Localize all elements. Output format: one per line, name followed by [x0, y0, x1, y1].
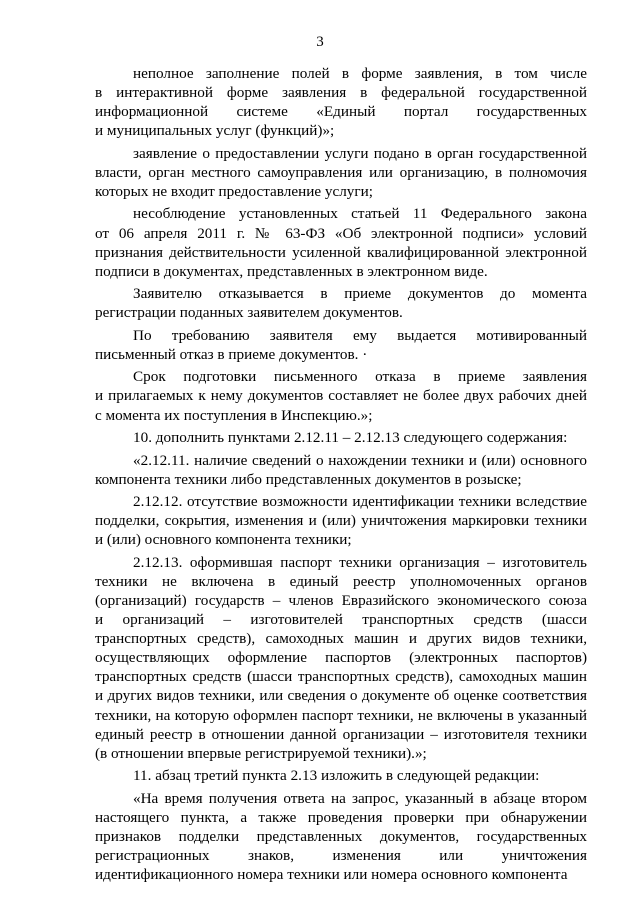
- text-line: с момента их поступления в Инспекцию.»;: [95, 406, 373, 424]
- paragraph: [95, 326, 587, 364]
- text-line: Срок подготовки письменного отказа в приеме заявления: [133, 368, 587, 386]
- text-line: По требованию заявителя ему выдается мотивированный: [133, 326, 587, 344]
- text-line: которых не входит предоставление услуги;: [95, 182, 373, 200]
- text-line: техники, на которую оформлен паспорт техники, не включены в указанный: [95, 706, 587, 724]
- document-body: [95, 64, 587, 888]
- text-line: 11. абзац третий пункта 2.13 изложить в следующей редакции:: [133, 767, 540, 785]
- text-line: идентификационного номера техники или номера основного компонента: [95, 866, 568, 884]
- text-line: и других видов техники, или сведения о документе об оценке соответствия: [95, 687, 587, 705]
- text-line: регистрации поданных заявителем документов.: [95, 304, 403, 322]
- text-line: транспортных средств (шасси транспортных средств), самоходных машин: [95, 668, 587, 686]
- text-line: единый реестр в отношении данной организации – изготовителя техники: [95, 725, 587, 743]
- text-line: «На время получения ответа на запрос, указанный в абзаце втором: [133, 789, 587, 807]
- text-line: письменный отказ в приеме документов. ·: [95, 345, 368, 363]
- text-line: от 06 апреля 2011 г. № 63-ФЗ «Об электронной подписи» условий: [95, 224, 587, 242]
- text-line: регистрационных знаков, изменения или уничтожения: [95, 846, 587, 864]
- text-line: подделки, сокрытия, изменения и (или) уничтожения маркировки техники: [95, 512, 587, 530]
- text-line: (организаций) государств – членов Евразийского экономического союза: [95, 591, 587, 609]
- paragraph: [95, 144, 587, 201]
- text-line: осуществляющих оформление паспортов (электронных паспортов): [95, 649, 587, 667]
- text-line: 2.12.13. оформившая паспорт техники организация – изготовитель: [133, 553, 587, 571]
- text-line: и муниципальных услуг (функций)»;: [95, 122, 335, 140]
- text-line: транспортных средств), самоходных машин и других видов техники,: [95, 630, 587, 648]
- text-line: несоблюдение установленных статьей 11 Федерального закона: [133, 205, 587, 223]
- text-line: в интерактивной форме заявления в федеральной государственной: [95, 84, 587, 102]
- text-line: «2.12.11. наличие сведений о нахождении техники и (или) основного: [133, 451, 587, 469]
- paragraph: [95, 492, 587, 549]
- paragraph: [95, 284, 587, 322]
- text-line: и (или) основного компонента техники;: [95, 531, 352, 549]
- text-line: признаков подделки представленных документов, государственных: [95, 827, 587, 845]
- text-line: и организаций – изготовителей транспортных средств (шасси: [95, 611, 587, 629]
- paragraph: [95, 204, 587, 280]
- text-line: техники не включена в единый реестр уполномоченных органов: [95, 572, 587, 590]
- text-line: 2.12.12. отсутствие возможности идентификации техники вследствие: [133, 493, 587, 511]
- page-number: 3: [316, 34, 324, 50]
- text-line: компонента техники либо представленных документов в розыске;: [95, 470, 522, 488]
- text-line: настоящего пункта, а также проведения проверки при обнаружении: [95, 808, 587, 826]
- text-line: заявление о предоставлении услуги подано в орган государственной: [133, 144, 587, 162]
- paragraph: [95, 64, 587, 140]
- paragraph: [95, 451, 587, 489]
- text-line: 10. дополнить пунктами 2.12.11 – 2.12.13 следующего содержания:: [133, 429, 568, 447]
- text-line: подписи в документах, представленных в электронном виде.: [95, 262, 488, 280]
- text-line: и прилагаемых к нему документов составляет не более двух рабочих дней: [95, 387, 587, 405]
- text-line: признания действительности усиленной квалифицированной электронной: [95, 243, 587, 261]
- text-line: (в отношении впервые регистрируемой техники).»;: [95, 744, 427, 762]
- text-line: информационной системе «Единый портал государственных: [95, 103, 587, 121]
- paragraph: [95, 766, 587, 785]
- paragraph: [95, 367, 587, 424]
- text-line: власти, орган местного самоуправления или организацию, в полномочия: [95, 163, 587, 181]
- text-line: неполное заполнение полей в форме заявления, в том числе: [133, 65, 587, 82]
- text-line: Заявителю отказывается в приеме документов до момента: [133, 285, 587, 303]
- paragraph: [95, 789, 587, 884]
- paragraph: [95, 553, 587, 763]
- paragraph: [95, 428, 587, 447]
